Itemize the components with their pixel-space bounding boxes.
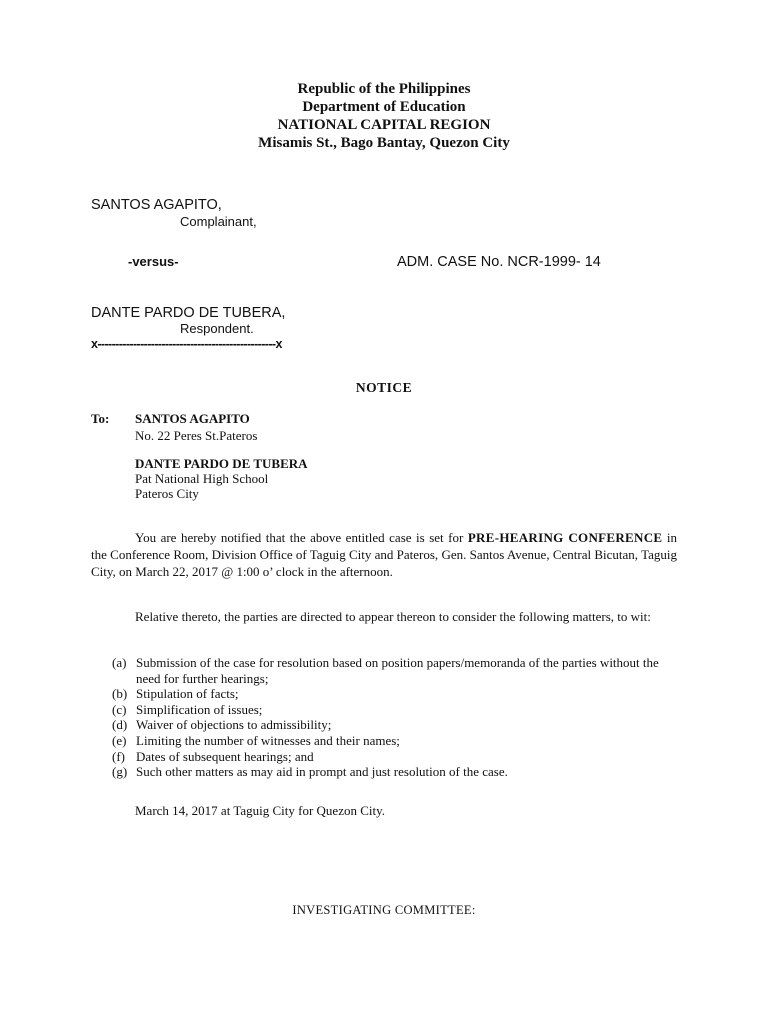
header-republic: Republic of the Philippines	[297, 81, 471, 97]
list-item-text: Such other matters as may aid in prompt and just resolution of the case.	[136, 764, 508, 780]
schedule-text-before: You are hereby notified that the above entitled case is set for	[135, 530, 468, 545]
notice-paragraph-matters: Relative thereto, the parties are directed to appear thereon to consider the following matters, to wit:	[135, 609, 651, 624]
to-label: To:	[91, 411, 110, 426]
list-item	[112, 764, 682, 780]
list-item	[112, 702, 682, 718]
recipient-2-name: DANTE PARDO DE TUBERA	[135, 456, 308, 471]
list-item-letter: (g)	[112, 764, 128, 780]
list-item-text: Dates of subsequent hearings; and	[136, 748, 314, 764]
list-item-text: Simplification of issues;	[136, 701, 263, 717]
list-item	[112, 655, 682, 686]
respondent-role: Respondent.	[180, 321, 254, 336]
complainant-name: SANTOS AGAPITO,	[91, 197, 222, 213]
list-item	[112, 733, 682, 749]
recipient-2-city: Pateros City	[135, 486, 199, 501]
list-item-text: Submission of the case for resolution based on position papers/memoranda of the parties without the need for further hearings;	[136, 655, 659, 686]
list-item	[112, 749, 682, 765]
header-region: NATIONAL CAPITAL REGION	[277, 117, 491, 133]
list-item	[112, 717, 682, 733]
versus-label: -versus-	[128, 254, 179, 269]
case-number: ADM. CASE No. NCR-1999- 14	[397, 254, 601, 270]
caption-separator: x--------------------------------------------------x	[91, 337, 282, 351]
list-item-text: Stipulation of facts;	[136, 686, 239, 702]
recipient-1-name: SANTOS AGAPITO	[135, 411, 250, 426]
complainant-role: Complainant,	[180, 214, 257, 229]
notice-paragraph-schedule	[91, 530, 677, 580]
list-item	[112, 686, 682, 702]
header-department: Department of Education	[302, 99, 466, 115]
matters-list	[112, 655, 682, 780]
schedule-text-after: in the Conference Room, Division Office of Taguig City and Pateros, Gen. Santos Avenue, Central Bicutan, Taguig City, on March 22, 2017 @ 1:00 o’ clock in the afternoon.	[91, 530, 677, 579]
list-item-letter: (f)	[112, 748, 125, 764]
list-item-text: Waiver of objections to admissibility;	[136, 717, 332, 733]
notice-title: NOTICE	[355, 380, 413, 395]
list-item-letter: (e)	[112, 732, 127, 748]
document-header	[0, 80, 768, 152]
recipient-2-school: Pat National High School	[135, 471, 269, 486]
list-item-letter: (c)	[112, 701, 127, 717]
header-address: Misamis St., Bago Bantay, Quezon City	[258, 135, 510, 151]
list-item-text: Limiting the number of witnesses and their names;	[136, 732, 400, 748]
list-item-letter: (a)	[112, 655, 127, 670]
respondent-name: DANTE PARDO DE TUBERA,	[91, 305, 286, 321]
investigating-committee-label: INVESTIGATING COMMITTEE:	[292, 903, 476, 917]
recipient-1-address: No. 22 Peres St.Pateros	[135, 428, 258, 443]
closing-date-place: March 14, 2017 at Taguig City for Quezon City.	[135, 803, 386, 818]
list-item-letter: (b)	[112, 686, 128, 702]
list-item-letter: (d)	[112, 717, 128, 733]
schedule-event: PRE-HEARING CONFERENCE	[467, 530, 663, 545]
